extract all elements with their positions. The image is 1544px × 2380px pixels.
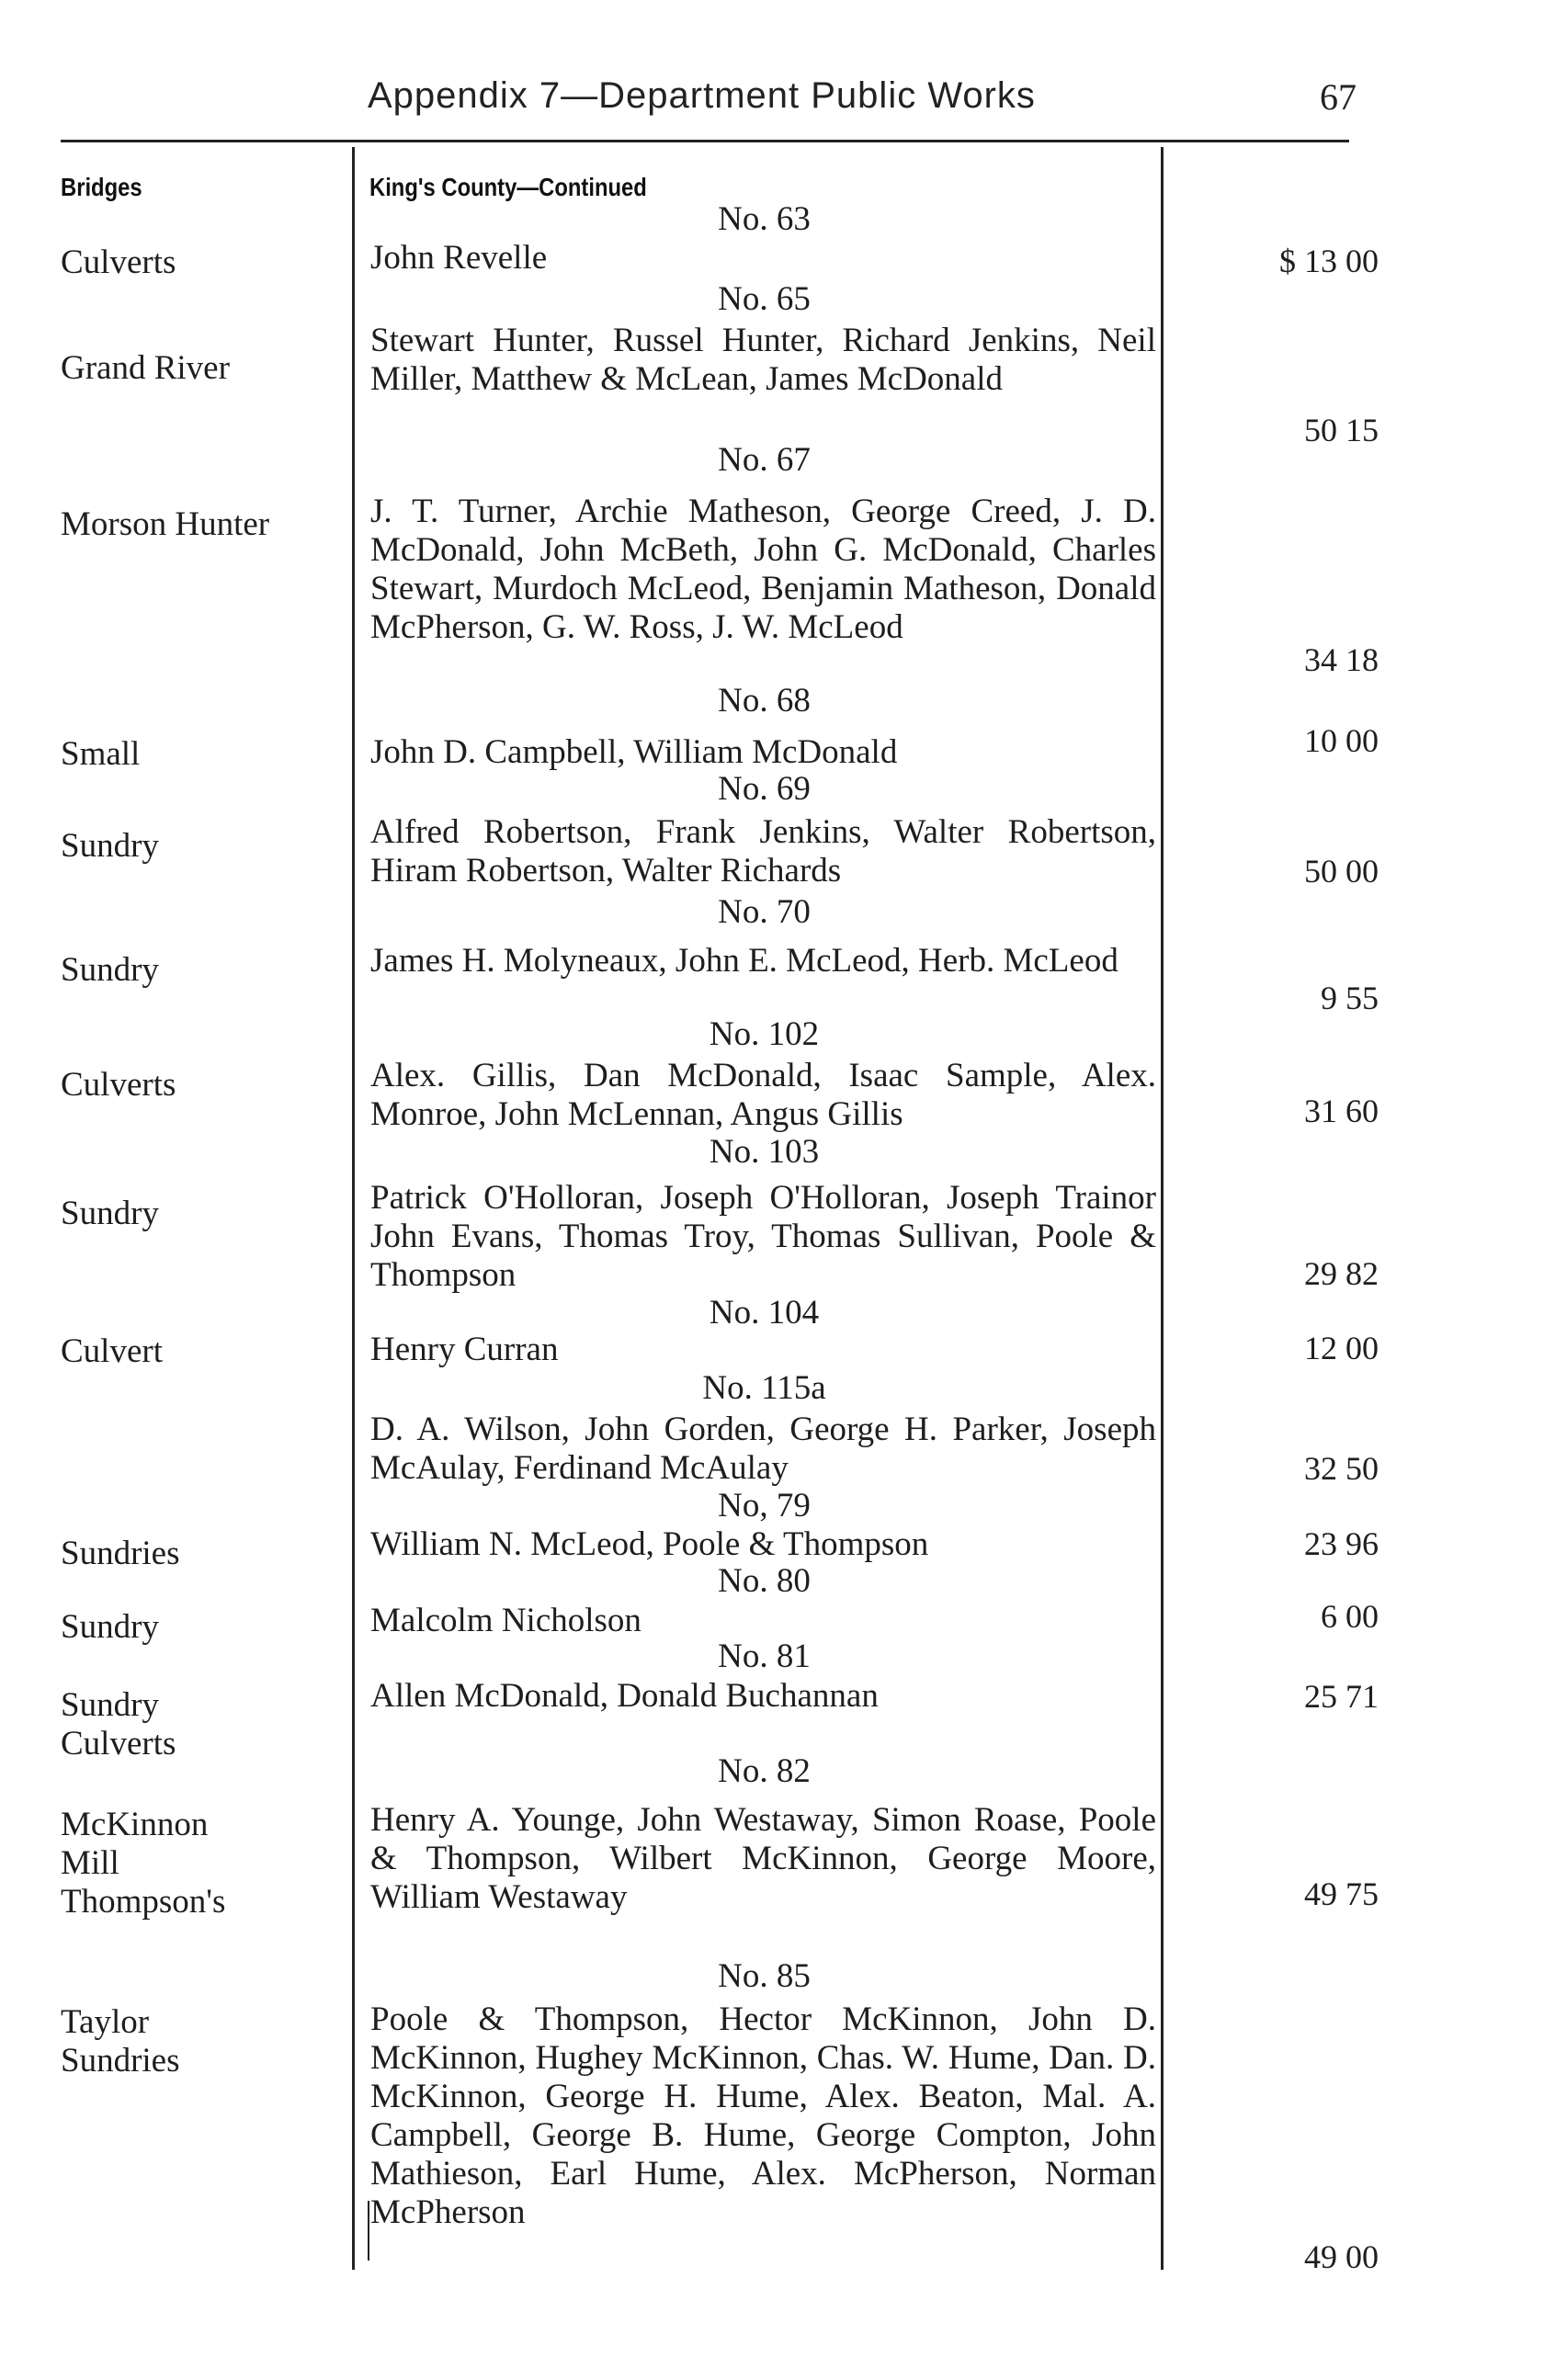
entry-label: Grand River (61, 349, 230, 387)
running-title: Appendix 7—Department Public Works (368, 75, 1036, 116)
main-column-heading: King's County—Continued (369, 173, 647, 201)
entry-amount: 31 60 (1304, 1093, 1379, 1129)
entry-number: No. 68 (718, 682, 811, 720)
entry-number: No. 80 (718, 1562, 811, 1600)
entry-number: No. 65 (718, 280, 811, 318)
entry-names: James H. Molyneaux, John E. McLeod, Herb. McLeod (370, 942, 1118, 980)
entry-label: Sundry (61, 951, 159, 989)
entry-number: No. 102 (709, 1015, 820, 1053)
entry-amount: $ 13 00 (1279, 243, 1379, 279)
entry-amount: 50 15 (1304, 412, 1379, 448)
entry-names: Henry A. Younge, John Westaway, Simon Roase, Poole & Thompson, Wilbert McKinnon, George Moore, William Westaway (370, 1801, 1156, 1916)
entry-amount: 9 55 (1321, 980, 1379, 1016)
entry-names: D. A. Wilson, John Gorden, George H. Parker, Joseph McAulay, Ferdinand McAulay (370, 1411, 1156, 1487)
entry-number: No. 103 (709, 1133, 820, 1171)
entry-label: Taylor Sundries (61, 2003, 180, 2080)
entry-number: No. 81 (718, 1638, 811, 1675)
entry-amount: 23 96 (1304, 1525, 1379, 1562)
entry-number: No. 104 (709, 1294, 820, 1332)
entry-amount: 25 71 (1304, 1678, 1379, 1715)
entry-amount: 6 00 (1321, 1598, 1379, 1635)
entry-label: Culvert (61, 1332, 163, 1370)
entry-label: Sundry (61, 1195, 159, 1232)
entry-amount: 12 00 (1304, 1330, 1379, 1366)
entry-names: Patrick O'Holloran, Joseph O'Holloran, Joseph Trainor John Evans, Thomas Troy, Thomas Sullivan, Poole & Thompson (370, 1179, 1156, 1294)
entry-amount: 50 00 (1304, 853, 1379, 890)
entry-names: Henry Curran (370, 1331, 559, 1368)
column-divider-right (1161, 147, 1164, 2270)
entry-label: Small (61, 735, 141, 773)
entry-number: No. 63 (718, 200, 811, 238)
entry-amount: 32 50 (1304, 1450, 1379, 1487)
entry-number: No. 85 (718, 1957, 811, 1995)
entry-amount: 49 75 (1304, 1876, 1379, 1912)
entry-number: No. 82 (718, 1752, 811, 1790)
entry-label: Sundry Culverts (61, 1686, 176, 1762)
entry-label: Sundries (61, 1535, 180, 1572)
entry-names: William N. McLeod, Poole & Thompson (370, 1525, 929, 1563)
entry-names: Stewart Hunter, Russel Hunter, Richard Jenkins, Neil Miller, Matthew & McLean, James McDonald (370, 322, 1156, 398)
left-column-heading: Bridges (61, 173, 142, 201)
entry-label: Culverts (61, 244, 176, 281)
entry-amount: 49 00 (1304, 2238, 1379, 2275)
entry-names: Poole & Thompson, Hector McKinnon, John D. McKinnon, Hughey McKinnon, Chas. W. Hume, Dan. D. McKinnon, George H. Hume, Alex. Beaton, Mal. A. Campbell, George B. Hume, George Compton, John Mathieson, Earl Hume, Alex. McPherson, Norman McPherson (370, 2000, 1156, 2231)
entry-label: Culverts (61, 1066, 176, 1104)
header-rule (61, 140, 1349, 142)
entry-names: John Revelle (370, 239, 548, 277)
entry-label: Morson Hunter (61, 505, 270, 543)
entry-number: No. 70 (718, 893, 811, 931)
column-divider-left (352, 147, 355, 2270)
entry-number: No. 67 (718, 441, 811, 479)
entry-number: No, 79 (718, 1487, 811, 1524)
entry-names: J. T. Turner, Archie Matheson, George Creed, J. D. McDonald, John McBeth, John G. McDonald, Charles Stewart, Murdoch McLeod, Benjamin Matheson, Donald McPherson, G. W. Ross, J. W. McLeod (370, 493, 1156, 646)
entry-number: No. 69 (718, 770, 811, 808)
entry-label: Sundry (61, 1608, 159, 1646)
entry-names: John D. Campbell, William McDonald (370, 733, 898, 771)
entry-amount: 29 82 (1304, 1255, 1379, 1292)
entry-names: Alfred Robertson, Frank Jenkins, Walter Robertson, Hiram Robertson, Walter Richards (370, 813, 1156, 890)
entry-names: Malcolm Nicholson (370, 1602, 641, 1639)
entry-names: Alex. Gillis, Dan McDonald, Isaac Sample, Alex. Monroe, John McLennan, Angus Gillis (370, 1057, 1156, 1133)
column-divider-fragment (368, 2201, 369, 2261)
entry-label: Sundry (61, 827, 159, 865)
entry-label: McKinnon Mill Thompson's (61, 1806, 226, 1921)
entry-number: No. 115a (702, 1369, 826, 1407)
entry-names: Allen McDonald, Donald Buchannan (370, 1677, 879, 1715)
entry-amount: 34 18 (1304, 641, 1379, 678)
page-number: 67 (1320, 76, 1357, 118)
entry-amount: 10 00 (1304, 722, 1379, 759)
